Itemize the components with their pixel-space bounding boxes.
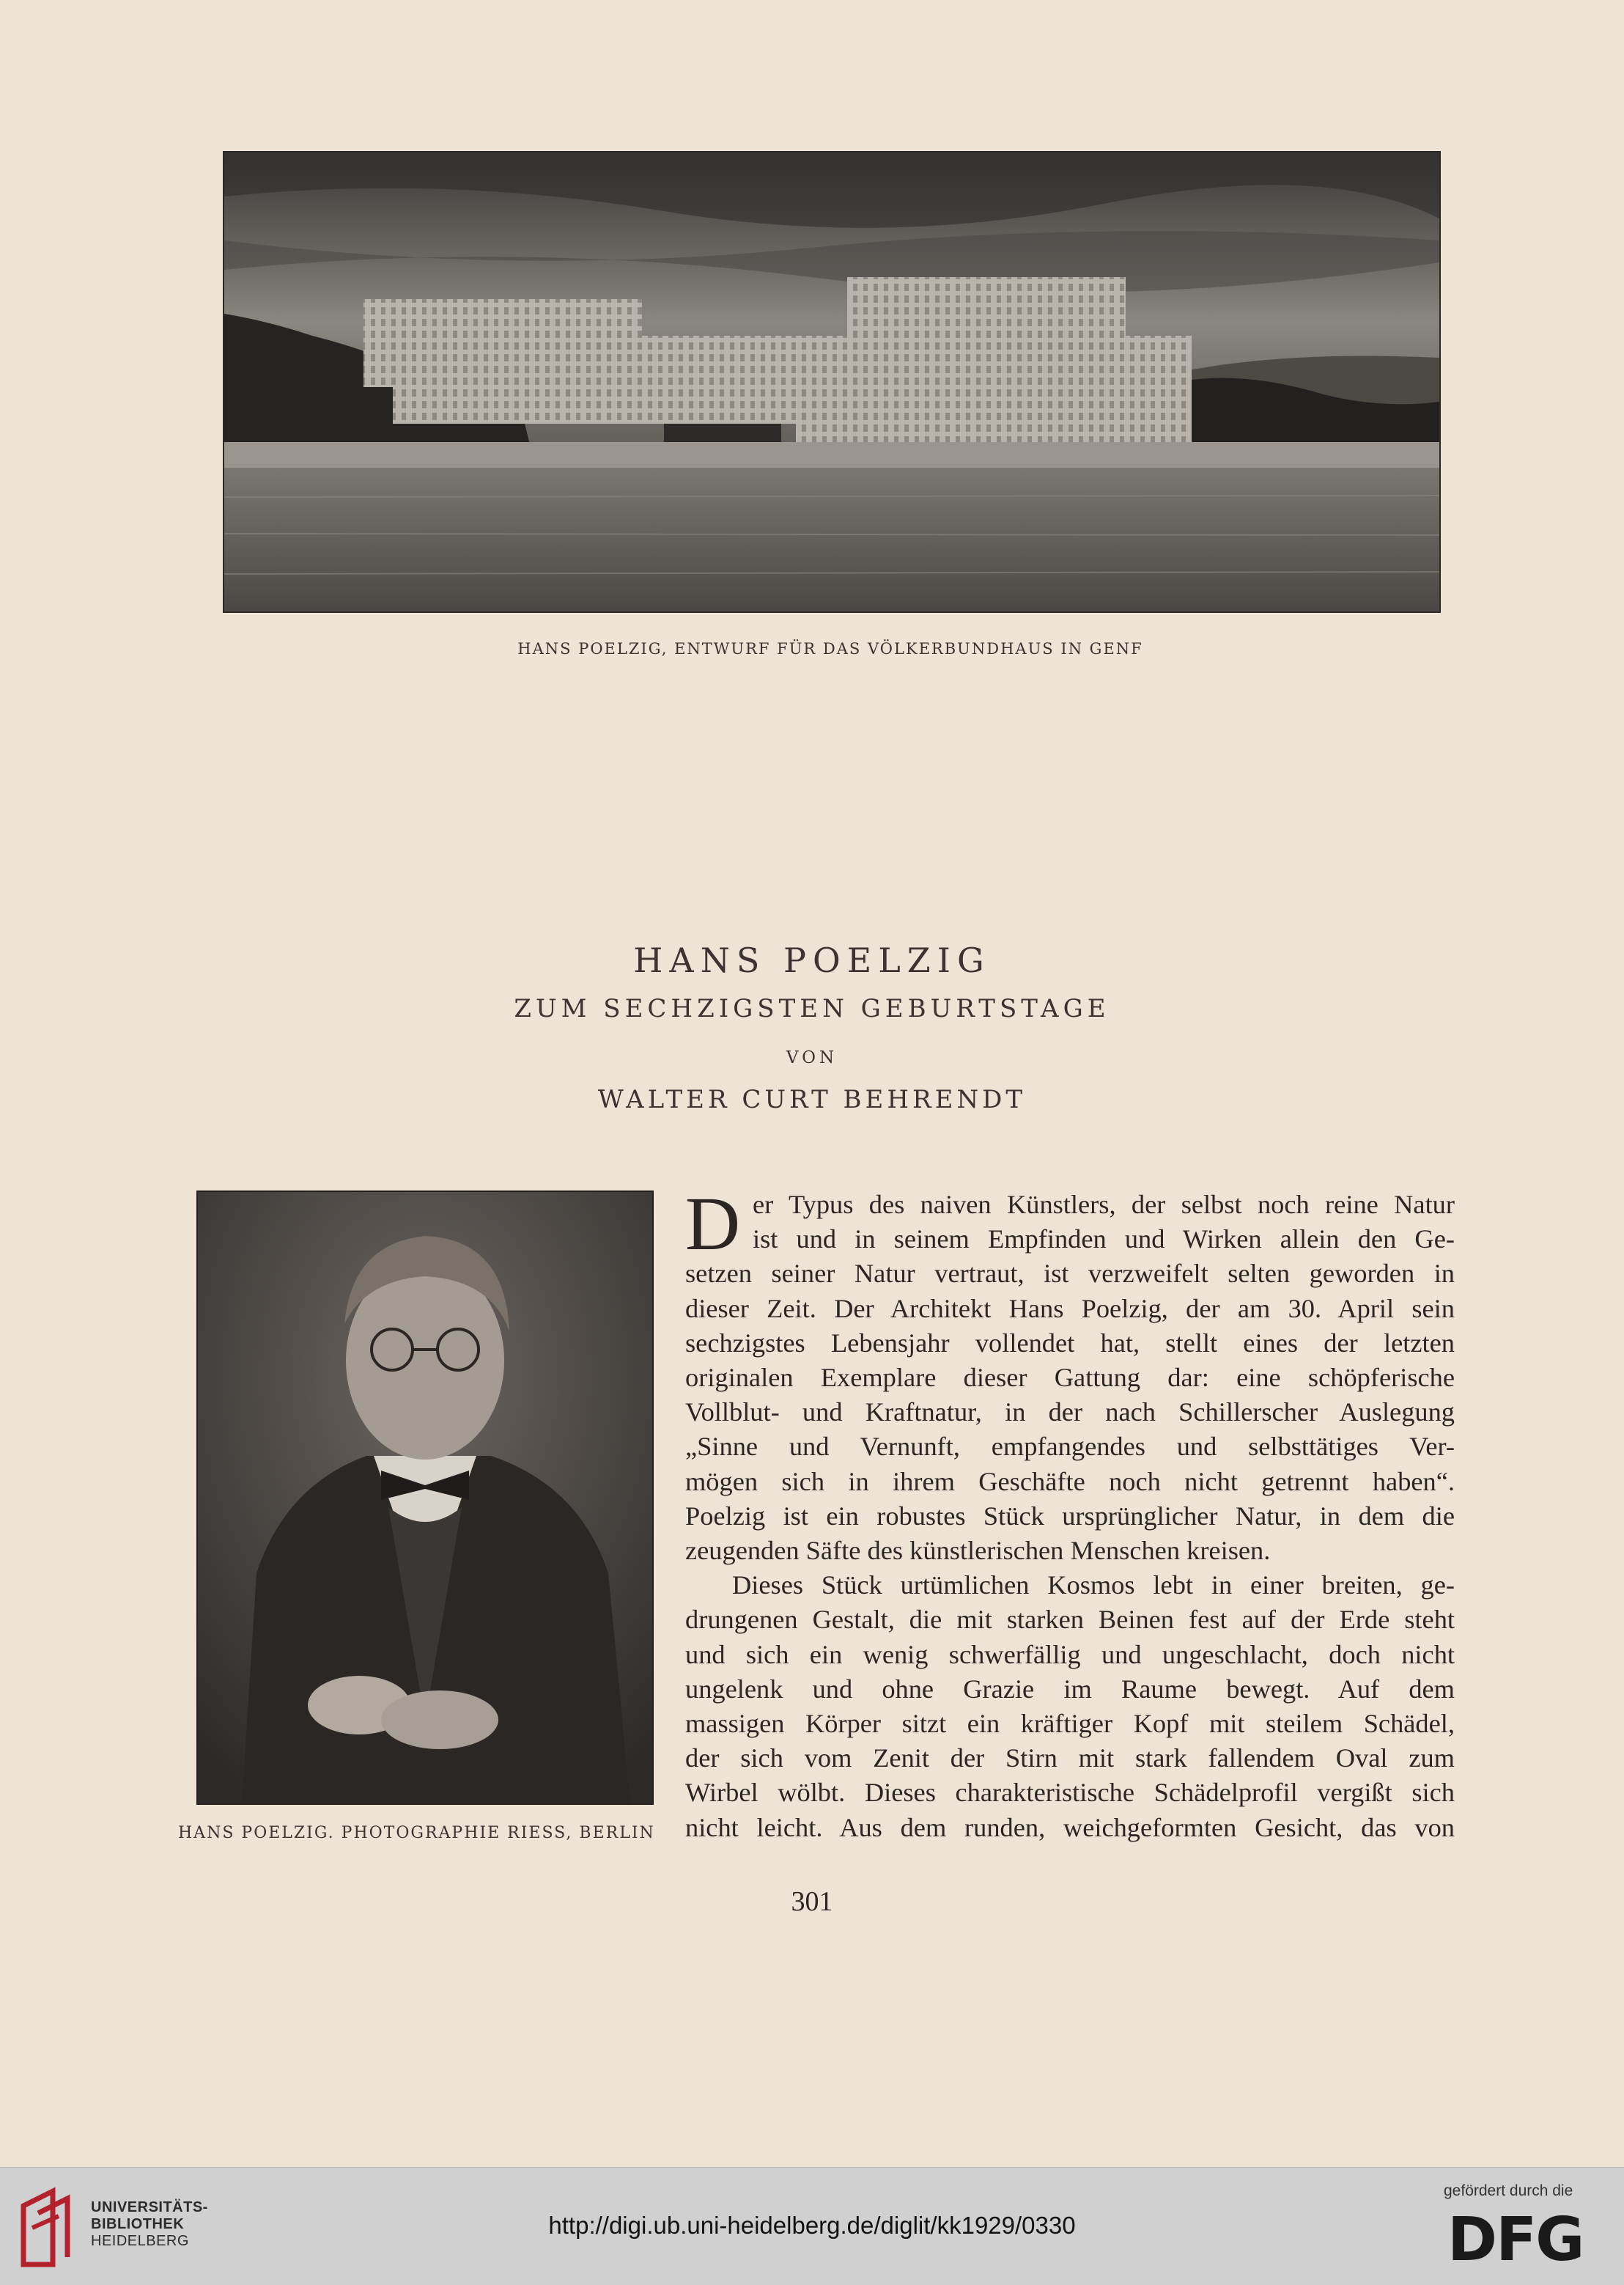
body-line: drungenen Gestalt, die mit starken Beinen fest auf der Erde steht [685, 1605, 1455, 1635]
library-line: BIBLIOTHEK [91, 2216, 185, 2232]
drop-cap: D [685, 1182, 741, 1266]
body-line: Poelzig ist ein robustes Stück ursprünglicher Natur, in dem die [685, 1501, 1455, 1531]
dfg-logo: DFG [1447, 2205, 1584, 2275]
article-subtitle: ZUM SECHZIGSTEN GEBURTSTAGE [514, 994, 1110, 1023]
body-line: Dieses Stück urtümlichen Kosmos lebt in einer breiten, ge- [732, 1570, 1455, 1600]
document-url-link[interactable]: http://digi.ub.uni-heidelberg.de/diglit/kk1929/0330 [548, 2212, 1076, 2239]
body-line: sechzigstes Lebensjahr vollendet hat, stellt eines der letzten [685, 1328, 1455, 1358]
article-body [685, 1182, 1455, 1845]
library-line: HEIDELBERG [91, 2233, 189, 2249]
footer-bar [0, 2167, 1624, 2285]
body-line: mögen sich in ihrem Geschäfte noch nicht getrennt haben“. [685, 1466, 1455, 1496]
body-line: setzen seiner Natur vertraut, ist verzweifelt selten geworden in [685, 1259, 1455, 1289]
body-line: nicht leicht. Aus dem runden, weichgeformten Gesicht, das von [685, 1812, 1455, 1842]
funding-note: gefördert durch die [1444, 2182, 1573, 2199]
body-line: Wirbel wölbt. Dieses charakteristische Schädelprofil vergißt sich [685, 1778, 1455, 1808]
article-title: HANS POELZIG [633, 941, 991, 980]
author-name: WALTER CURT BEHRENDT [597, 1085, 1027, 1114]
body-line: ist und in seinem Empfinden und Wirken allein den Ge- [753, 1224, 1455, 1254]
body-line: und sich ein wenig schwerfällig und ungeschlacht, doch nicht [685, 1639, 1455, 1669]
body-line: zeugenden Säfte des künstlerischen Menschen kreisen. [685, 1536, 1271, 1566]
body-line: „Sinne und Vernunft, empfangendes und selbsttätiges Ver- [685, 1432, 1455, 1462]
body-line: massigen Körper sitzt ein kräftiger Kopf mit steilem Schädel, [685, 1709, 1455, 1739]
library-line: UNIVERSITÄTS- [91, 2199, 208, 2215]
byline-von: VON [786, 1048, 838, 1067]
body-line: ungelenk und ohne Grazie im Raume bewegt. Auf dem [685, 1674, 1455, 1704]
body-line: Vollblut- und Kraftnatur, in der nach Schillerscher Auslegung [685, 1397, 1455, 1427]
top-figure-caption: HANS POELZIG, ENTWURF FÜR DAS VÖLKERBUNDHAUS IN GENF [517, 640, 1143, 658]
portrait-caption: HANS POELZIG. PHOTOGRAPHIE RIESS, BERLIN [178, 1824, 655, 1842]
body-line: originalen Exemplare dieser Gattung dar: eine schöpferische [685, 1363, 1455, 1393]
body-line: der sich vom Zenit der Stirn mit stark fallendem Oval zum [685, 1743, 1455, 1773]
portrait-photo [196, 1191, 654, 1805]
body-line: dieser Zeit. Der Architekt Hans Poelzig, der am 30. April sein [685, 1293, 1455, 1323]
page-number: 301 [791, 1886, 833, 1917]
body-line: er Typus des naiven Künstlers, der selbst noch reine Natur [753, 1190, 1455, 1219]
architectural-rendering [223, 151, 1441, 613]
